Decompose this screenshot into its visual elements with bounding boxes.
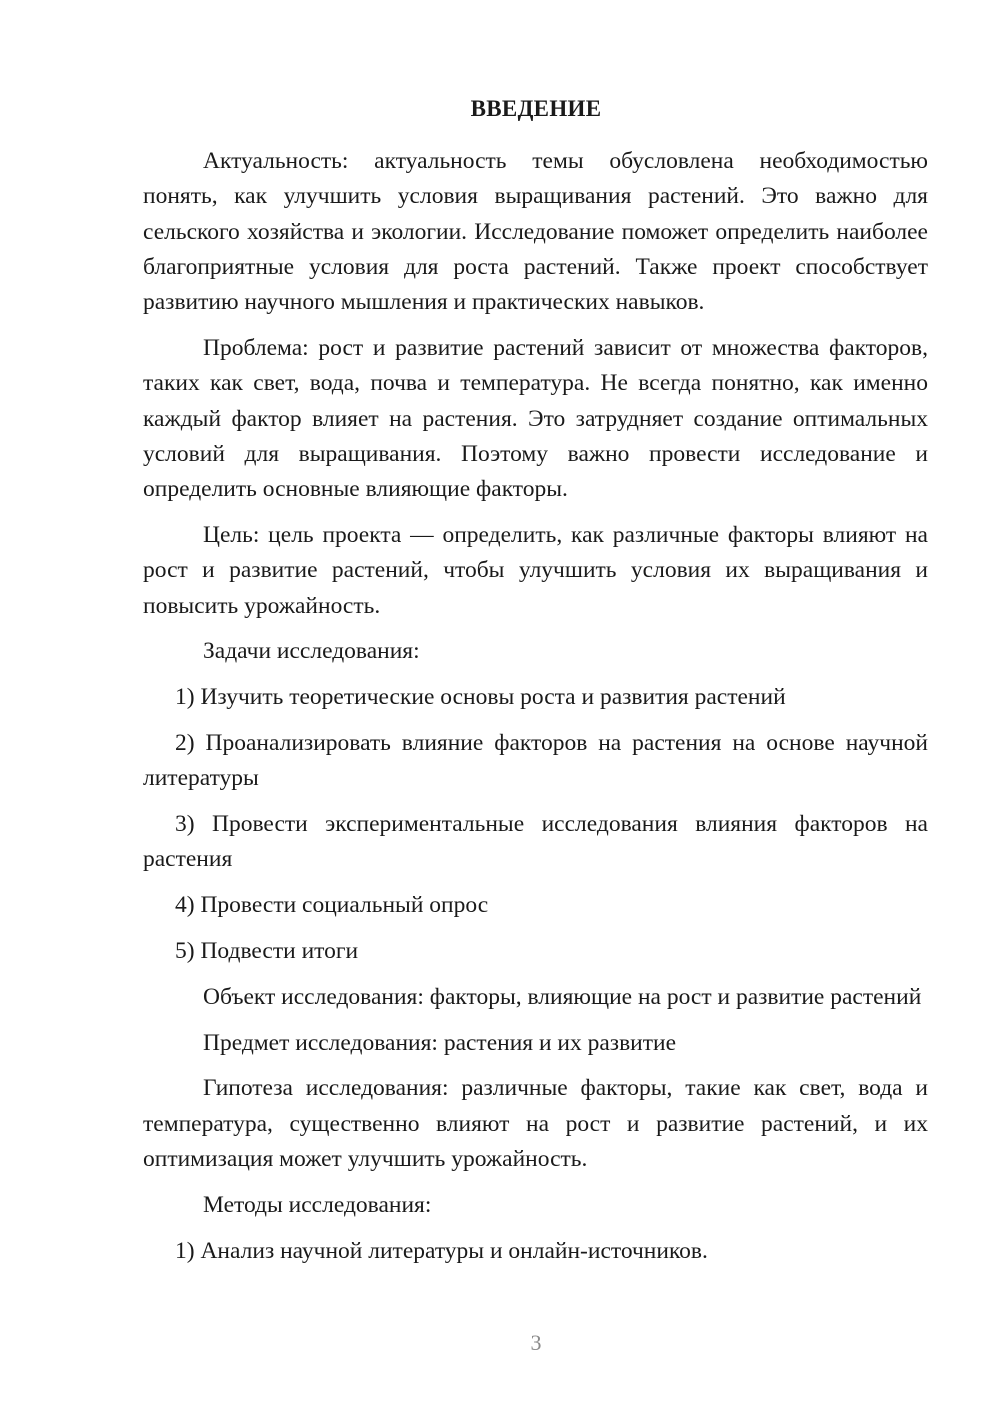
task-item-1: 1) Изучить теоретические основы роста и развития растений: [175, 684, 786, 711]
task-item-3: 3) Провести экспериментальные исследования влияния факторов на растения: [143, 811, 928, 873]
document-body: [143, 144, 928, 1279]
page-title: ВВЕДЕНИЕ: [470, 96, 602, 121]
paragraph-object: Объект исследования: факторы, влияющие на рост и развитие растений: [203, 983, 922, 1010]
method-item-1: 1) Анализ научной литературы и онлайн-источников.: [175, 1237, 708, 1264]
page-number: 3: [530, 1330, 542, 1355]
paragraph-subject: Предмет исследования: растения и их развитие: [203, 1029, 677, 1056]
task-item-4: 4) Провести социальный опрос: [175, 892, 489, 919]
paragraph-problem: Проблема: рост и развитие растений зависит от множества факторов, таких как свет, вода, почва и температура. Не всегда понятно, как именно каждый фактор влияет на растения. Это затрудняет создание оптимальных условий для выращивания. Поэтому важно провести исследование и определить основные влияющие факторы.: [143, 334, 928, 503]
paragraph-relevance: Актуальность: актуальность темы обусловлена необходимостью понять, как улучшить условия выращивания растений. Это важно для сельского хозяйства и экологии. Исследование поможет определить наиболее благоприятные условия для роста растений. Также проект способствует развитию научного мышления и практических навыков.: [143, 148, 928, 316]
tasks-heading: Задачи исследования:: [203, 638, 420, 665]
paragraph-hypothesis: Гипотеза исследования: различные факторы, такие как свет, вода и температура, существенно влияют на рост и развитие растений, и их оптимизация может улучшить урожайность.: [143, 1075, 928, 1172]
task-item-5: 5) Подвести итоги: [175, 937, 359, 964]
task-item-2: 2) Проанализировать влияние факторов на растения на основе научной литературы: [143, 729, 928, 792]
paragraph-goal: Цель: цель проекта — определить, как различные факторы влияют на рост и развитие растений, чтобы улучшить условия их выращивания и повысить урожайность.: [143, 521, 928, 619]
methods-heading: Методы исследования:: [203, 1191, 432, 1218]
